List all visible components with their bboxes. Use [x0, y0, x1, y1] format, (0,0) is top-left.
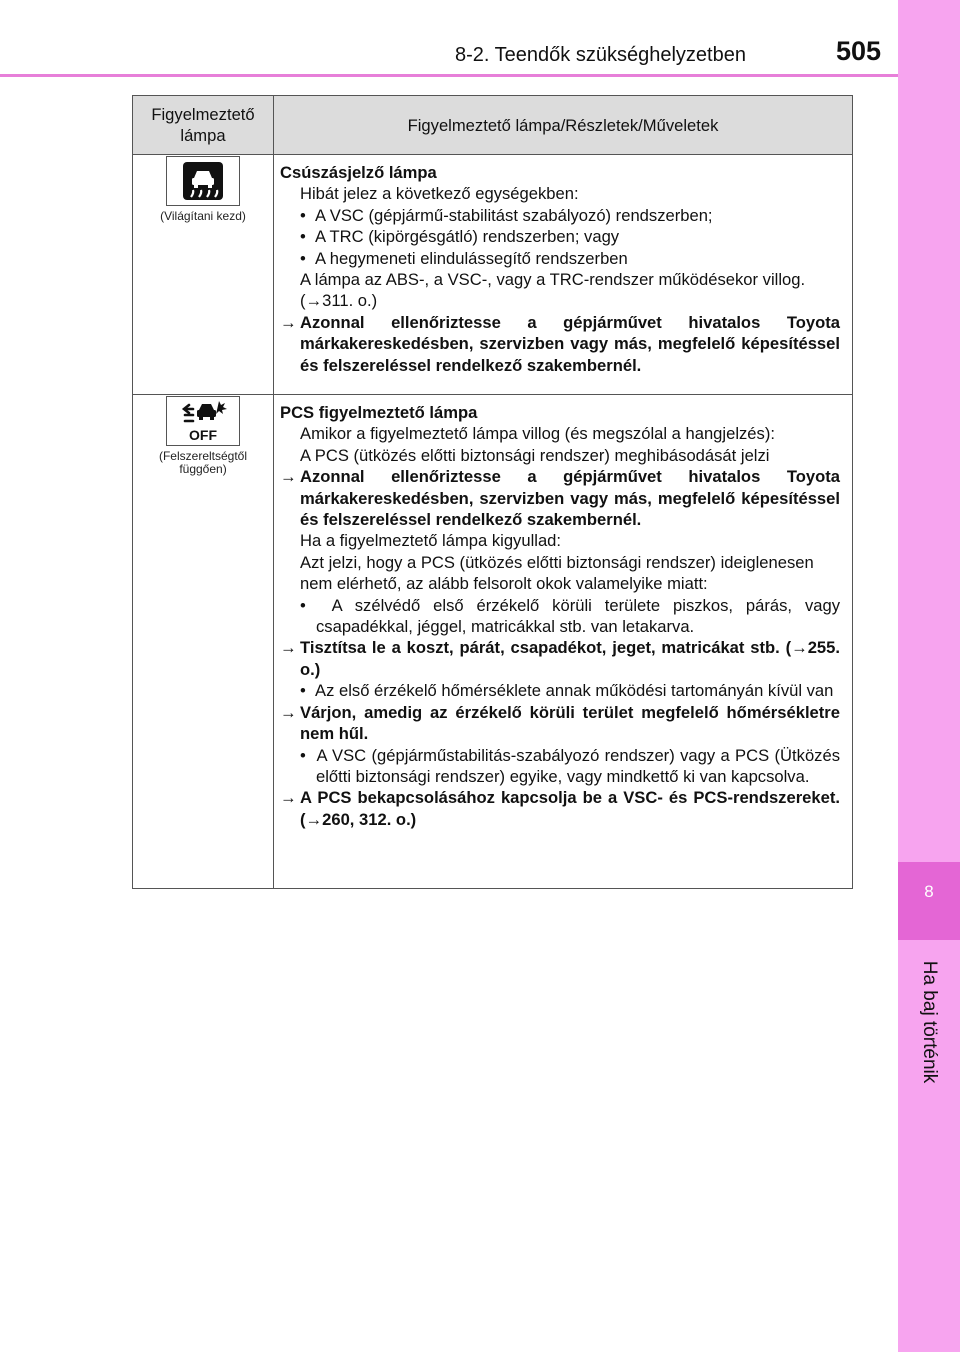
lamp-action: → Tisztítsa le a koszt, párát, csapadékot, jeget, matricákat stb. (→255. o.): [280, 638, 840, 679]
blink-meaning: A PCS (ütközés előtti biztonsági rendszer) meghibásodását jelzi: [300, 445, 770, 465]
list-item: • A VSC (gépjármű-stabilitást szabályozó) rendszerben;: [300, 205, 713, 225]
lamp-action: → A PCS bekapcsolásához kapcsolja be a VSC- és PCS-rendszereket. (→260, 312. o.): [280, 788, 840, 829]
chapter-title: Ha baj történik: [919, 960, 940, 1084]
slip-indicator-icon: [166, 156, 240, 206]
section-title: 8-2. Teendők szükséghelyzetben: [455, 44, 746, 66]
lamp-cell: [133, 395, 274, 889]
chapter-side-tab: [898, 0, 960, 1352]
lamp-action: → Azonnal ellenőriztesse a gépjárművet hivatalos Toyota márkakereskedésben, szervizben vagy más, megfelelő képesítéssel és felszereléssel rendelkező szakembernél.: [280, 467, 840, 530]
lamp-intro: Hibát jelez a következő egységekben:: [300, 184, 579, 204]
list-item: • Az első érzékelő hőmérséklete annak működési tartományán kívül van: [300, 681, 834, 701]
lamp-details: [274, 155, 853, 395]
lamp-caption: (Világítani kezd): [160, 209, 246, 223]
lamp-action: → Várjon, amedig az érzékelő körüli terület megfelelő hőmérsékletre nem hűl.: [280, 702, 840, 744]
lamp-caption: (Felszereltségtől függően): [158, 449, 248, 476]
list-item: • A TRC (kipörgésgátló) rendszerben; vagy: [300, 227, 620, 247]
lamp-title: PCS figyelmeztető lámpa: [280, 403, 478, 422]
lamp-note: A lámpa az ABS-, a VSC-, vagy a TRC-rendszer működésekor villog. (→311. o.): [300, 270, 806, 311]
column-header-lamp: Figyelmeztető lámpa: [133, 96, 274, 155]
page-number: 505: [836, 36, 882, 66]
pcs-off-label: OFF: [189, 427, 217, 443]
list-item: • A hegymeneti elindulássegítő rendszerben: [300, 248, 628, 268]
list-item: • A VSC (gépjárműstabilitás-szabályozó rendszer) vagy a PCS (Ütközés előtti biztonsági rendszer) egyike, vagy mindkettő ki van kapcsolva.: [300, 745, 840, 786]
lamp-action: → Azonnal ellenőriztesse a gépjárművet hivatalos Toyota márkakereskedésben, szervizben vagy más, megfelelő képesítéssel és felszereléssel rendelkező szakembernél.: [280, 312, 840, 375]
lamp-details: [274, 395, 853, 889]
warning-lamp-table: [132, 95, 853, 889]
pcs-off-icon: [166, 396, 240, 446]
table-row: [133, 155, 853, 395]
table-header-row: [133, 96, 853, 155]
lamp-cell: [133, 155, 274, 395]
list-item: • A szélvédő első érzékelő körüli területe piszkos, párás, vagy csapadékkal, jéggel, matricákkal stb. van letakarva.: [300, 595, 840, 637]
table-row: [133, 395, 853, 889]
lamp-title: Csúszásjelző lámpa: [280, 163, 437, 182]
lit-intro: Ha a figyelmeztető lámpa kigyullad:: [300, 531, 562, 551]
blink-intro: Amikor a figyelmeztető lámpa villog (és megszólal a hangjelzés):: [300, 424, 775, 444]
chapter-number: 8: [924, 882, 934, 901]
column-header-details: Figyelmeztető lámpa/Részletek/Műveletek: [274, 96, 853, 155]
lit-meaning: Azt jelzi, hogy a PCS (ütközés előtti biztonsági rendszer) ideiglenesen nem elérhető, az alább felsorolt okok valamelyike miatt:: [300, 552, 814, 594]
header-divider: [0, 74, 898, 77]
